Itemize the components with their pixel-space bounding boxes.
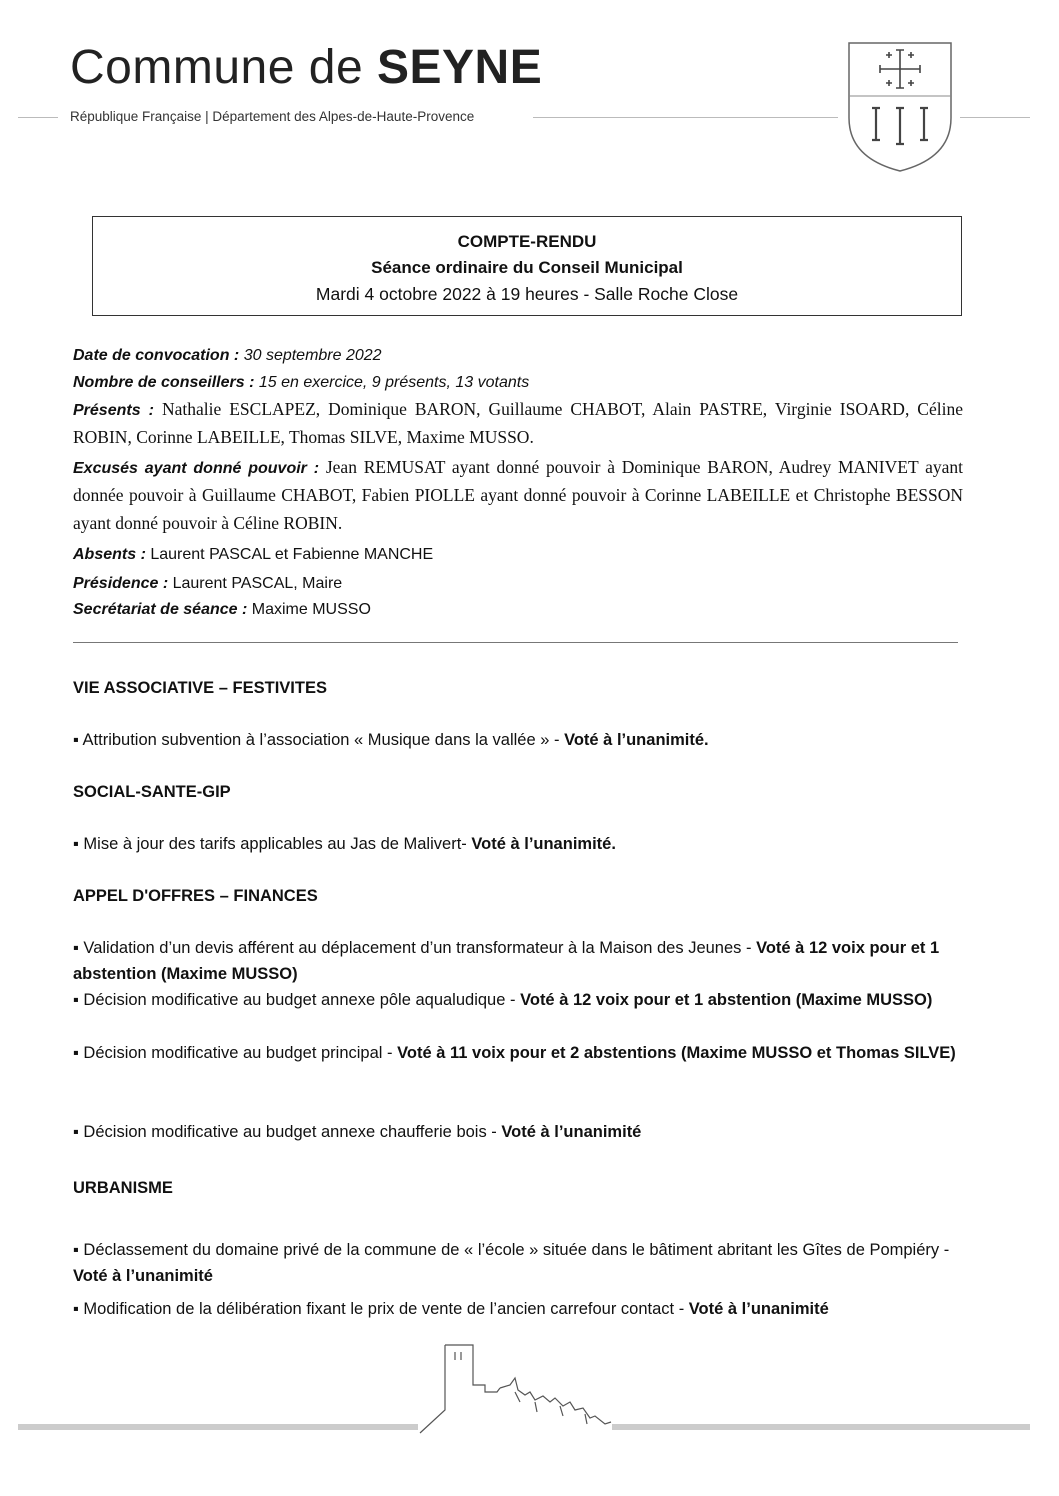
secretariat-value: Maxime MUSSO bbox=[247, 601, 371, 618]
session-type: Séance ordinaire du Conseil Municipal bbox=[371, 258, 683, 277]
agenda-item bbox=[73, 727, 963, 753]
info-absents bbox=[73, 541, 963, 568]
vote-result: Voté à l’unanimité. bbox=[471, 835, 616, 853]
presents-value: Nathalie ESCLAPEZ, Dominique BARON, Guillaume CHABOT, Alain PASTRE, Virginie ISOARD, Céline ROBIN, Corinne LABEILLE, Thomas SILVE, Maxime MUSSO. bbox=[73, 399, 963, 447]
convocation-label: Date de convocation : bbox=[73, 347, 240, 364]
info-secretariat bbox=[73, 596, 963, 623]
info-conseillers bbox=[73, 369, 963, 396]
vote-result: Voté à 12 voix pour et 1 abstention (Maxime MUSSO) bbox=[73, 939, 940, 983]
header-subtitle: République Française | Département des Alpes-de-Haute-Provence bbox=[70, 109, 475, 124]
presents-label: Présents : bbox=[73, 402, 154, 419]
agenda-item-text: ▪ Mise à jour des tarifs applicables au Jas de Malivert- bbox=[73, 835, 472, 853]
agenda-item bbox=[73, 1296, 963, 1322]
vote-result: Voté à l’unanimité bbox=[501, 1123, 642, 1141]
vote-result: Voté à l’unanimité bbox=[73, 1267, 213, 1285]
header-rule-middle bbox=[533, 117, 838, 118]
agenda-item-text: ▪ Attribution subvention à l’association « Musique dans la vallée » - bbox=[73, 731, 565, 749]
info-excuses bbox=[73, 454, 963, 538]
footer-band-left bbox=[18, 1424, 418, 1430]
section-title-appel-offres: APPEL D'OFFRES – FINANCES bbox=[73, 887, 318, 905]
separator-line bbox=[73, 642, 958, 643]
vote-result: Voté à l’unanimité. bbox=[564, 731, 709, 749]
agenda-item bbox=[73, 987, 963, 1013]
conseillers-label: Nombre de conseillers : bbox=[73, 374, 255, 391]
coat-of-arms-icon bbox=[846, 40, 954, 174]
agenda-item-text: ▪ Déclassement du domaine privé de la commune de « l’école » située dans le bâtiment abritant les Gîtes de Pompiéry - bbox=[73, 1241, 950, 1259]
info-presents bbox=[73, 396, 963, 452]
info-presidence bbox=[73, 570, 963, 597]
section-title-vie-associative: VIE ASSOCIATIVE – FESTIVITES bbox=[73, 679, 327, 697]
agenda-item bbox=[73, 1040, 963, 1066]
agenda-item-text: ▪ Décision modificative au budget annexe chaufferie bois - bbox=[73, 1123, 502, 1141]
title-commune-name: SEYNE bbox=[376, 41, 543, 94]
secretariat-label: Secrétariat de séance : bbox=[73, 601, 248, 618]
agenda-item-text: ▪ Décision modificative au budget principal - bbox=[73, 1044, 398, 1062]
vote-result: Voté à 11 voix pour et 2 abstentions (Maxime MUSSO et Thomas SILVE) bbox=[397, 1044, 956, 1062]
agenda-item bbox=[73, 1237, 963, 1289]
header-rule-left bbox=[18, 117, 58, 118]
convocation-value: 30 septembre 2022 bbox=[239, 347, 382, 364]
title-prefix: Commune de bbox=[70, 41, 377, 94]
absents-label: Absents : bbox=[73, 546, 146, 563]
absents-value: Laurent PASCAL et Fabienne MANCHE bbox=[145, 546, 434, 563]
agenda-item bbox=[73, 935, 963, 987]
vote-result: Voté à 12 voix pour et 1 abstention (Maxime MUSSO) bbox=[520, 991, 933, 1009]
section-title-urbanisme: URBANISME bbox=[73, 1179, 173, 1197]
excuses-value: Jean REMUSAT ayant donné pouvoir à Dominique BARON, Audrey MANIVET ayant donnée pouvoir à Guillaume CHABOT, Fabien PIOLLE ayant donné pouvoir à Corinne LABEILLE et Christophe BESSON ayant donné pouvoir à Céline ROBIN. bbox=[73, 457, 963, 533]
footer-band-right bbox=[612, 1424, 1030, 1430]
info-convocation bbox=[73, 342, 963, 369]
document-type: COMPTE-RENDU bbox=[457, 232, 597, 251]
session-date-place: Mardi 4 octobre 2022 à 19 heures - Salle Roche Close bbox=[315, 284, 739, 304]
agenda-item-text: ▪ Modification de la délibération fixant le prix de vente de l’ancien carrefour contact - bbox=[73, 1300, 689, 1318]
agenda-item-text: ▪ Décision modificative au budget annexe pôle aqualudique - bbox=[73, 991, 521, 1009]
title-box bbox=[92, 216, 962, 316]
presidence-value: Laurent PASCAL, Maire bbox=[168, 575, 343, 592]
section-title-social-sante: SOCIAL-SANTE-GIP bbox=[73, 783, 231, 801]
excuses-label: Excusés ayant donné pouvoir : bbox=[73, 460, 320, 477]
vote-result: Voté à l’unanimité bbox=[688, 1300, 829, 1318]
agenda-item bbox=[73, 831, 963, 857]
presidence-label: Présidence : bbox=[73, 575, 169, 592]
header-rule-right bbox=[960, 117, 1030, 118]
agenda-item bbox=[73, 1119, 963, 1145]
citadel-sketch-icon bbox=[415, 1340, 615, 1435]
commune-title bbox=[70, 38, 542, 98]
conseillers-value: 15 en exercice, 9 présents, 13 votants bbox=[254, 374, 530, 391]
agenda-item-text: ▪ Validation d’un devis afférent au déplacement d’un transformateur à la Maison des Jeunes - bbox=[73, 939, 757, 957]
